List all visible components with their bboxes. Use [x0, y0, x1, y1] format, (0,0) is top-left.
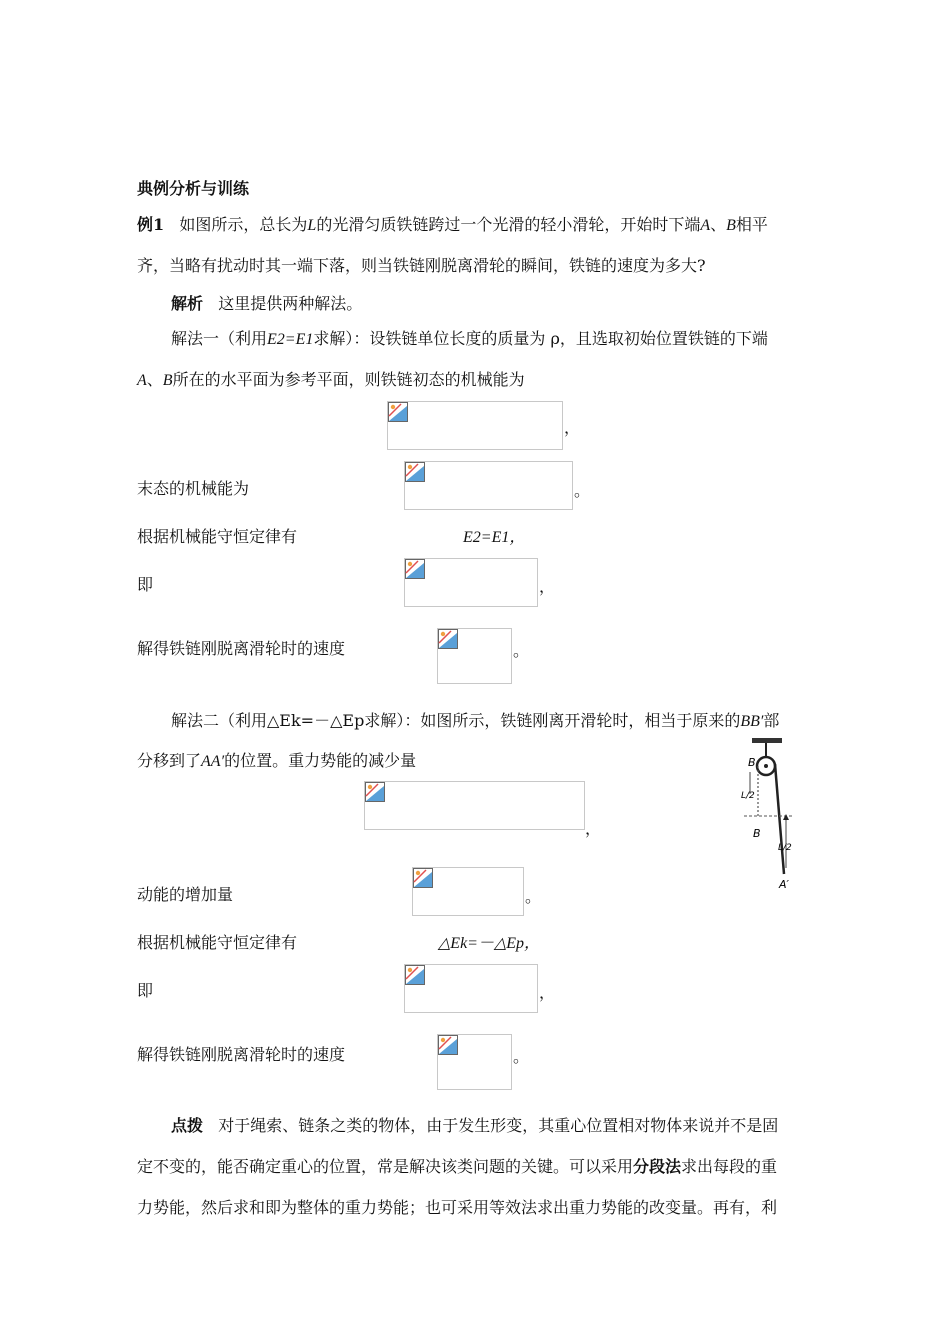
tip-line-3: 力势能，然后求和即为整体的重力势能；也可采用等效法求出重力势能的改变量。再有，利 — [137, 1198, 778, 1217]
tip-bold-term: 分段法 — [633, 1157, 682, 1176]
var-BB: BB′ — [740, 713, 764, 730]
method1-line-2 — [137, 367, 525, 390]
pulley-chain-diagram — [740, 736, 810, 896]
label-L2: L/2 — [778, 843, 792, 853]
formula-image-final-energy — [404, 461, 573, 510]
kinetic-label: 动能的增加量 — [137, 885, 234, 904]
comma: ， — [564, 418, 581, 437]
tip-text-2: 定不变的，能否确定重心的位置，常是解决该类问题的关键。可以采用 — [137, 1157, 634, 1176]
hanging-chain — [775, 764, 784, 874]
method2-text: 解法二（利用△Ek=－△Ep求解）：如图所示，铁链刚离开滑轮时，相当于原来的 — [171, 711, 741, 730]
tip-line-1 — [171, 1113, 778, 1136]
label-B-top: B — [748, 756, 756, 769]
analysis-line — [171, 291, 362, 314]
sep2: 、 — [146, 370, 163, 389]
method1-line2-text: 所在的水平面为参考平面，则铁链初态的机械能为 — [172, 370, 525, 389]
result-label: 解得铁链刚脱离滑轮时的速度 — [137, 1045, 346, 1064]
example-line-2: 齐，当略有扰动时其一端下落，则当铁链刚脱离滑轮的瞬间，铁链的速度为多大? — [137, 256, 706, 275]
image-placeholder-icon — [405, 559, 425, 579]
image-placeholder-icon — [438, 629, 458, 649]
example-text-b: 的光滑匀质铁链跨过一个光滑的轻小滑轮，开始时下端 — [316, 215, 701, 234]
image-placeholder-icon — [405, 462, 425, 482]
label-A-prime: A′ — [779, 878, 790, 891]
example-text: 如图所示，总长为 — [179, 215, 308, 234]
comma: ， — [539, 983, 556, 1002]
formula-image-initial-energy — [387, 401, 563, 450]
formula-image-equation — [404, 558, 538, 607]
conservation-equation: E2=E1， — [463, 529, 526, 546]
period: 。 — [513, 641, 530, 660]
method1-line-1 — [171, 326, 768, 349]
conservation-label: 根据机械能守恒定律有 — [137, 933, 298, 952]
image-placeholder-icon — [388, 402, 408, 422]
analysis-text: 这里提供两种解法。 — [218, 294, 363, 313]
formula-image-kinetic-increase — [412, 867, 524, 916]
var-A2: A — [137, 372, 147, 389]
conservation-equation: △Ek=－△Ep， — [438, 935, 541, 952]
var-L: L — [307, 217, 317, 234]
ceiling-mount — [752, 738, 782, 743]
example-label: 例1 — [137, 215, 165, 234]
sep: 、 — [710, 215, 727, 234]
analysis-label: 解析 — [171, 294, 204, 313]
method1-prefix: 解法一（利用 — [171, 329, 268, 348]
result-label: 解得铁链刚脱离滑轮时的速度 — [137, 639, 346, 658]
method2-line-1 — [171, 708, 779, 731]
ji-label: 即 — [137, 575, 154, 594]
comma: ， — [585, 819, 602, 838]
tip-text-1: 对于绳索、链条之类的物体，由于发生形变，其重心位置相对物体来说并不是固 — [218, 1116, 779, 1135]
tip-line-2 — [137, 1154, 777, 1177]
example-line-1 — [137, 212, 768, 235]
section-title: 典例分析与训练 — [137, 179, 250, 198]
method1-eq: E2=E1 — [267, 331, 314, 348]
var-B2: B — [162, 372, 173, 389]
var-AA: AA′ — [201, 753, 225, 770]
arrow-head — [783, 814, 789, 820]
var-B: B — [726, 217, 736, 234]
method2-text-b: 部 — [763, 711, 780, 730]
image-placeholder-icon — [438, 1035, 458, 1055]
image-placeholder-icon — [413, 868, 433, 888]
final-state-label: 末态的机械能为 — [137, 479, 250, 498]
var-A: A — [700, 217, 711, 234]
pulley-axle — [764, 764, 768, 768]
example-text-c: 相平 — [735, 215, 768, 234]
tip-label: 点拨 — [171, 1116, 204, 1135]
comma: ， — [539, 577, 556, 596]
method2-line-2 — [137, 748, 416, 771]
tip-text-2b: 求出每段的重 — [681, 1157, 778, 1176]
method1-suffix: 求解）：设铁链单位长度的质量为 ρ，且选取初始位置铁链的下端 — [313, 329, 768, 348]
period: 。 — [513, 1047, 530, 1066]
image-placeholder-icon — [405, 965, 425, 985]
method2-line2-a: 分移到了 — [137, 751, 202, 770]
formula-image-equation — [404, 964, 538, 1013]
period: 。 — [525, 887, 542, 906]
formula-image-potential-decrease — [364, 781, 585, 830]
label-B: B — [753, 827, 761, 840]
conservation-label: 根据机械能守恒定律有 — [137, 527, 298, 546]
label-L2-top: L/2 — [741, 791, 755, 801]
formula-image-velocity — [437, 628, 512, 684]
method2-line2-b: 的位置。重力势能的减少量 — [224, 751, 417, 770]
formula-image-velocity — [437, 1034, 512, 1090]
ji-label: 即 — [137, 981, 154, 1000]
period: 。 — [574, 481, 591, 500]
image-placeholder-icon — [365, 782, 385, 802]
